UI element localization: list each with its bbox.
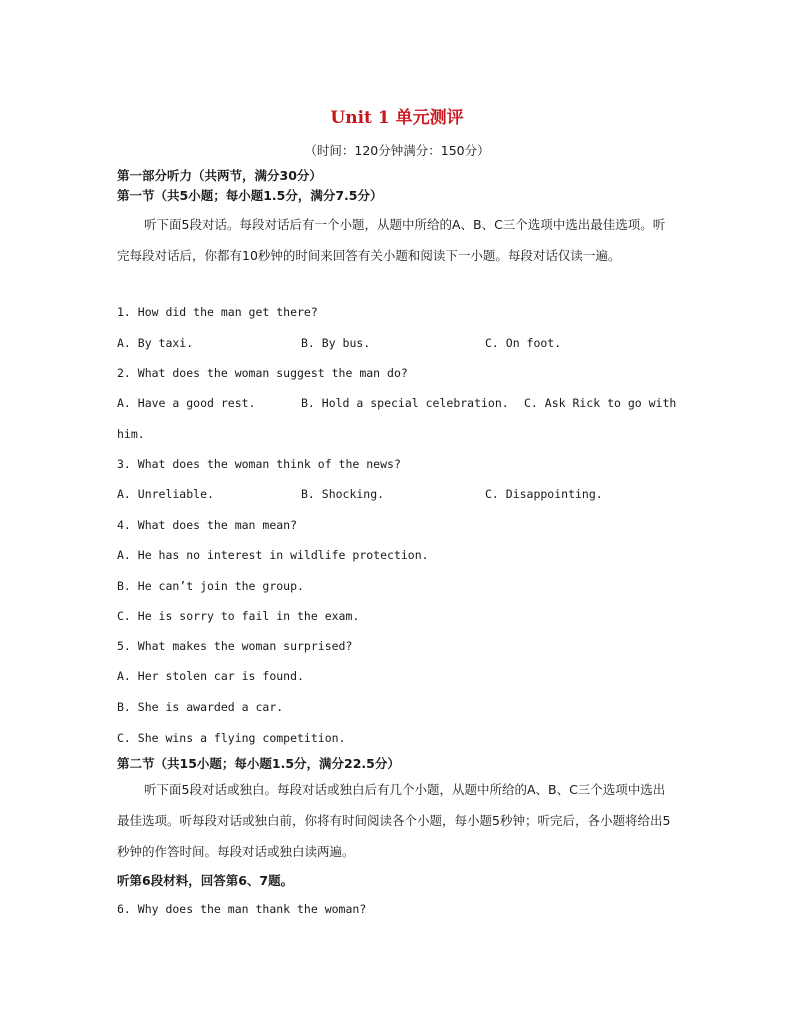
question-3-option-a: A. Unreliable.	[117, 487, 214, 501]
question-1-option-a: A. By taxi.	[117, 336, 194, 350]
question-4-option-a: A. He has no interest in wildlife protection.	[117, 548, 429, 562]
question-1-option-c: C. On foot.	[485, 336, 562, 350]
question-4-option-b: B. He can’t join the group.	[117, 579, 304, 593]
question-2-option-c-continued: him.	[117, 427, 145, 441]
question-2-option-c: C. Ask Rick to go with	[524, 396, 677, 410]
part1-heading: 第一部分听力（共两节，满分30分）	[117, 168, 322, 183]
question-3-stem: 3. What does the woman think of the news?	[117, 457, 401, 471]
section1-instructions: 听下面5段对话。每段对话后有一个小题，从题中所给的A、B、C三个选项中选出最佳选项。听完每段对话后，你都有10秒钟的时间来回答有关小题和阅读下一小题。每段对话仅读一遍。	[117, 217, 666, 263]
section1-heading: 第一节（共5小题；每小题1.5分，满分7.5分）	[117, 188, 383, 203]
page-subtitle: （时间：120分钟满分：150分）	[304, 143, 490, 158]
question-2-stem: 2. What does the woman suggest the man do?	[117, 366, 408, 380]
question-1-option-b: B. By bus.	[301, 336, 371, 350]
material6-heading: 听第6段材料，回答第6、7题。	[117, 873, 294, 888]
question-3-option-b: B. Shocking.	[301, 487, 385, 501]
question-4-option-c: C. He is sorry to fail in the exam.	[117, 609, 360, 623]
question-6-stem: 6. Why does the man thank the woman?	[117, 902, 367, 916]
question-4-stem: 4. What does the man mean?	[117, 518, 298, 532]
page-title: Unit 1 单元测评	[330, 108, 464, 128]
question-5-stem: 5. What makes the woman surprised?	[117, 639, 353, 653]
section2-heading: 第二节（共15小题；每小题1.5分，满分22.5分）	[117, 756, 400, 771]
question-1-stem: 1. How did the man get there?	[117, 305, 318, 319]
question-5-option-c: C. She wins a flying competition.	[117, 731, 346, 745]
question-3-option-c: C. Disappointing.	[485, 487, 603, 501]
question-2-option-b: B. Hold a special celebration.	[301, 396, 509, 410]
question-5-option-b: B. She is awarded a car.	[117, 700, 284, 714]
question-2-option-a: A. Have a good rest.	[117, 396, 256, 410]
section2-instructions: 听下面5段对话或独白。每段对话或独白后有几个小题，从题中所给的A、B、C三个选项中选出最佳选项。听每段对话或独白前，你将有时间阅读各个小题，每小题5秒钟；听完后，各小题将给出5秒钟的作答时间。每段对话或独白读两遍。	[117, 782, 671, 859]
question-5-option-a: A. Her stolen car is found.	[117, 669, 304, 683]
